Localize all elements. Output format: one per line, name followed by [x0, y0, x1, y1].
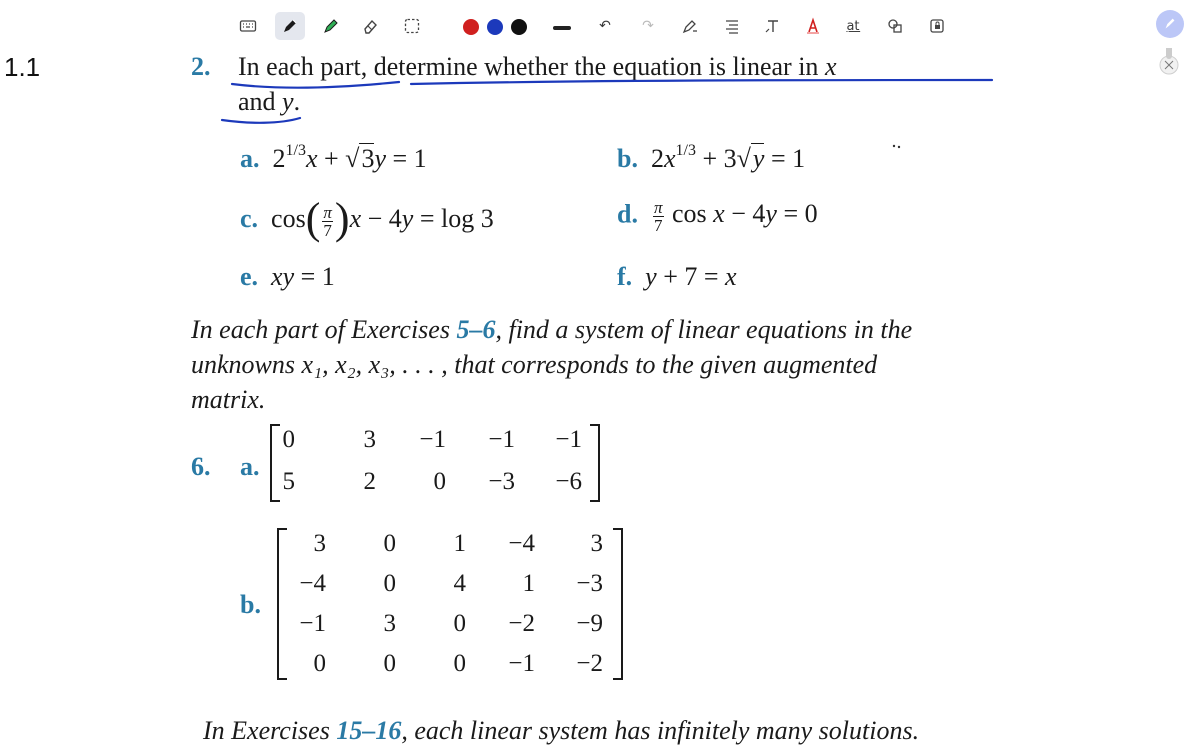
color-black-swatch[interactable] [511, 19, 527, 35]
highlighter-icon[interactable] [320, 15, 342, 37]
problem-6-number: 6. [191, 452, 211, 481]
matrix-cell: −2 [576, 650, 603, 677]
matrix-cell: −2 [508, 610, 535, 637]
page-number-label: 1.1 [4, 52, 41, 82]
matrix-cell: 3 [363, 426, 376, 453]
problem-2-part-b [617, 142, 805, 174]
matrix-cell: 3 [383, 610, 396, 637]
problem-2-part-e [240, 262, 335, 292]
problem-2-line1: In each part, determine whether the equation is linear in [238, 52, 819, 81]
matrix-cell: 0 [383, 530, 396, 557]
undo-icon[interactable]: ↶ [599, 18, 611, 34]
pen-settings-icon[interactable] [679, 15, 701, 37]
problem-2-number: 2. [191, 52, 211, 81]
instr-pre: In each part of Exercises [191, 315, 450, 344]
matrix-cell: 0 [383, 650, 396, 677]
matrix-cell: 1 [522, 570, 535, 597]
matrix-cell: 4 [453, 570, 466, 597]
matrix-cell: −1 [508, 650, 535, 677]
matrix-cell: 3 [313, 530, 326, 557]
matrix-cell: −3 [576, 570, 603, 597]
problem-6a-label: a. [240, 452, 260, 481]
matrix-cell: 2 [363, 468, 376, 495]
part-f-label: f. [617, 262, 633, 291]
part-a-label: a. [240, 144, 260, 173]
problem-6b-label: b. [240, 590, 261, 619]
matrix-cell: −1 [488, 426, 515, 453]
matrix-cell: 0 [282, 426, 295, 453]
part-c-label: c. [240, 204, 259, 233]
problem-2-line2-pre: and [238, 87, 276, 116]
matrix-cell: 0 [453, 650, 466, 677]
instr-15-pre: In Exercises [203, 716, 330, 745]
text-tool-icon[interactable] [762, 15, 784, 37]
matrix-cell: −4 [508, 530, 535, 557]
redo-icon[interactable]: ↷ [642, 18, 654, 34]
instructions-line2: unknowns x₁, x₂, x₃, . . . , that corresponds to the given augmented [191, 350, 878, 379]
part-d-equation: $\frac{\pi}{7}$ cos x − 4y = 0 [653, 198, 818, 235]
matrix-6b [277, 528, 623, 682]
color-red-swatch[interactable] [463, 19, 479, 35]
annotation-toolbar [0, 0, 1184, 48]
matrix-bracket-right [590, 424, 600, 502]
ink-underline-3 [222, 118, 300, 123]
instructions-line1 [191, 315, 912, 345]
problem-2-text-line2 [238, 87, 300, 117]
matrix-cell: 0 [313, 650, 326, 677]
color-blue-swatch[interactable] [487, 19, 503, 35]
matrix-cell: 0 [383, 570, 396, 597]
matrix-cell: 1 [453, 530, 466, 557]
text-align-icon[interactable] [721, 15, 743, 37]
exercise-ref-15-16-link[interactable]: 15–16 [336, 716, 402, 745]
part-e-label: e. [240, 262, 259, 291]
exercise-ref-link[interactable]: 5–6 [456, 315, 496, 344]
matrix-6a [270, 424, 600, 504]
matrix-cell: −4 [299, 570, 326, 597]
period: . [293, 87, 301, 116]
var-y: y [282, 87, 294, 116]
instr-15-post: , each linear system has infinitely many solutions. [401, 716, 920, 745]
ink-dot [898, 146, 900, 148]
part-b-label: b. [617, 144, 638, 173]
matrix-cell: −3 [488, 468, 515, 495]
eraser-icon[interactable] [359, 15, 381, 37]
matrix-cell: −6 [555, 468, 582, 495]
matrix-cell: −1 [299, 610, 326, 637]
highlight-text-icon[interactable] [802, 15, 824, 37]
var-x: x [824, 52, 837, 81]
lasso-select-icon[interactable] [401, 15, 423, 37]
matrix-cell: 0 [453, 610, 466, 637]
pen-icon[interactable] [275, 12, 305, 40]
scroll-handle[interactable] [1156, 48, 1182, 87]
matrix-cell: 5 [282, 468, 295, 495]
matrix-cell: −1 [419, 426, 446, 453]
part-a-equation: $2^{1/3}x + √3y = 1$ [266, 142, 427, 173]
problem-2-part-d [617, 199, 818, 234]
image-lock-icon[interactable] [926, 15, 948, 37]
problem-2-part-a [240, 142, 427, 174]
underline-text-icon[interactable]: a͟t [846, 18, 860, 34]
matrix-cell: −9 [576, 610, 603, 637]
matrix-cell: −1 [555, 426, 582, 453]
ink-dot [893, 145, 895, 147]
pen-mode-badge[interactable] [1156, 10, 1184, 38]
instr-post: , find a system of linear equations in the [495, 315, 913, 344]
matrix-bracket-right [613, 528, 623, 680]
part-d-label: d. [617, 199, 638, 229]
problem-2-text-line1 [238, 52, 836, 82]
part-c-equation: cos( $\frac{\pi}{7}$ )x − 4y = log 3 [264, 194, 494, 243]
part-b-equation: $2x^{1/3} + 3√y = 1$ [644, 142, 806, 173]
shapes-icon[interactable] [884, 15, 906, 37]
instructions-15-16 [203, 716, 919, 746]
instructions-line3: matrix. [191, 385, 266, 414]
part-e-equation: xy = 1 [271, 262, 335, 291]
part-f-equation: y + 7 = x [645, 262, 737, 291]
stroke-thickness-icon[interactable] [553, 26, 571, 30]
problem-2-part-c [240, 193, 494, 244]
keyboard-icon[interactable] [237, 15, 259, 37]
matrix-cell: 3 [590, 530, 603, 557]
problem-2-part-f [617, 262, 737, 292]
matrix-cell: 0 [433, 468, 446, 495]
